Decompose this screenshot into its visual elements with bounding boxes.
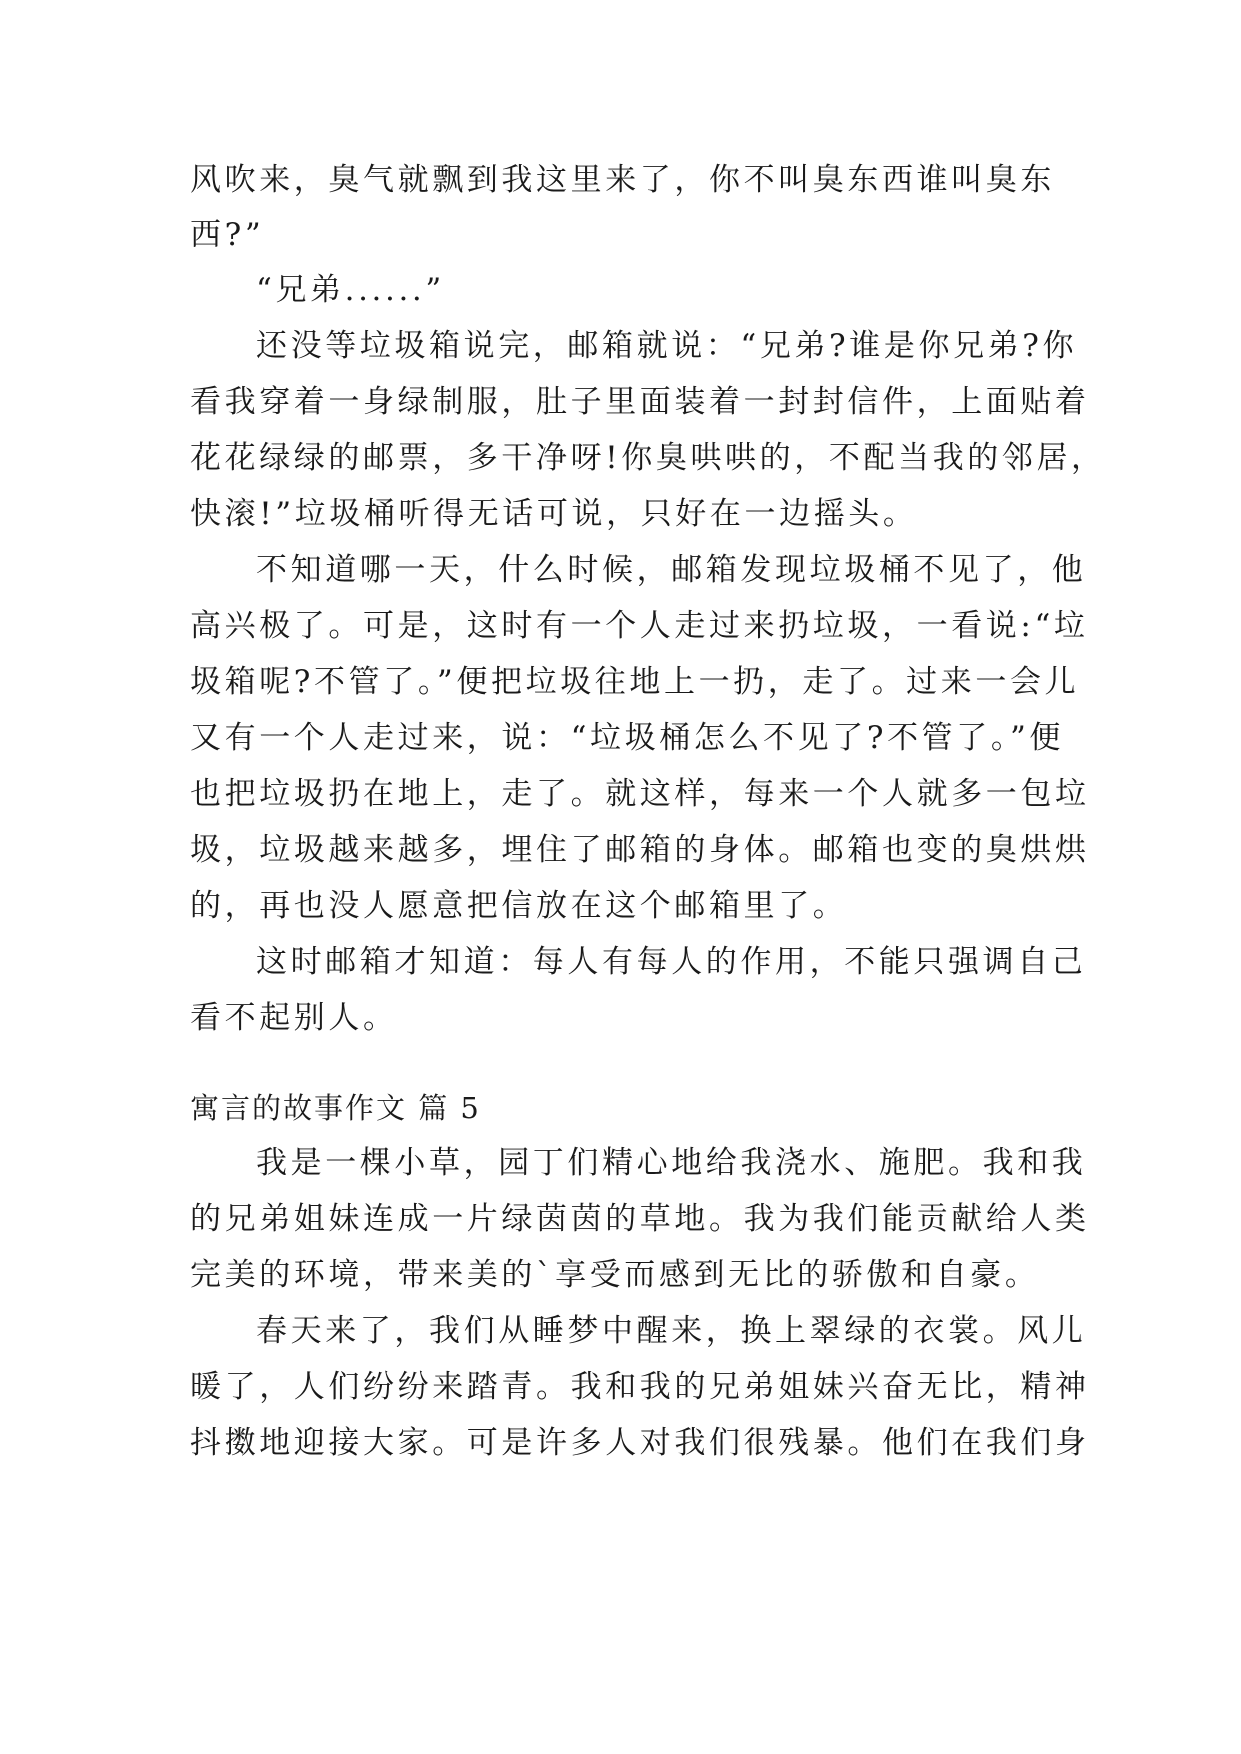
text-line: 又有一个人走过来，说：“垃圾桶怎么不见了?不管了。”便 [190, 720, 1065, 756]
text-line: 的，再也没人愿意把信放在这个邮箱里了。 [190, 888, 848, 924]
text-line: 这时邮箱才知道：每人有每人的作用，不能只强调自己 [256, 944, 1087, 980]
text-line: 西?” [190, 217, 265, 253]
text-line: 完美的环境，带来美的`享受而感到无比的骄傲和自豪。 [190, 1257, 1040, 1293]
text-line: 暖了，人们纷纷来踏青。我和我的兄弟姐妹兴奋无比，精神 [190, 1369, 1090, 1405]
text-line: 看我穿着一身绿制服，肚子里面装着一封封信件，上面贴着 [190, 384, 1090, 420]
text-line: 圾箱呢?不管了。”便把垃圾往地上一扔，走了。过来一会儿 [190, 664, 1080, 700]
text-line: 高兴极了。可是，这时有一个人走过来扔垃圾，一看说:“垃 [190, 608, 1089, 644]
text-line: 圾，垃圾越来越多，埋住了邮箱的身体。邮箱也变的臭烘烘 [190, 832, 1090, 868]
text-line: 春天来了，我们从睡梦中醒来，换上翠绿的衣裳。风儿 [256, 1313, 1087, 1349]
text-line: 快滚!”垃圾桶听得无话可说，只好在一边摇头。 [190, 496, 918, 532]
text-line: 也把垃圾扔在地上，走了。就这样，每来一个人就多一包垃 [190, 776, 1090, 812]
section-heading: 寓言的故事作文 篇 5 [190, 1091, 481, 1125]
text-line: 我是一棵小草，园丁们精心地给我浇水、施肥。我和我 [256, 1145, 1087, 1181]
text-line: 花花绿绿的邮票，多干净呀!你臭哄哄的，不配当我的邻居， [190, 440, 1106, 476]
text-line: “兄弟......” [256, 272, 445, 308]
text-line: 风吹来，臭气就飘到我这里来了，你不叫臭东西谁叫臭东 [190, 162, 1055, 198]
text-line: 不知道哪一天，什么时候，邮箱发现垃圾桶不见了，他 [256, 552, 1087, 588]
text-line: 还没等垃圾箱说完，邮箱就说：“兄弟?谁是你兄弟?你 [256, 328, 1078, 364]
text-line: 的兄弟姐妹连成一片绿茵茵的草地。我为我们能贡献给人类 [190, 1201, 1090, 1237]
text-line: 抖擞地迎接大家。可是许多人对我们很残暴。他们在我们身 [190, 1425, 1090, 1461]
text-line: 看不起别人。 [190, 1000, 398, 1036]
